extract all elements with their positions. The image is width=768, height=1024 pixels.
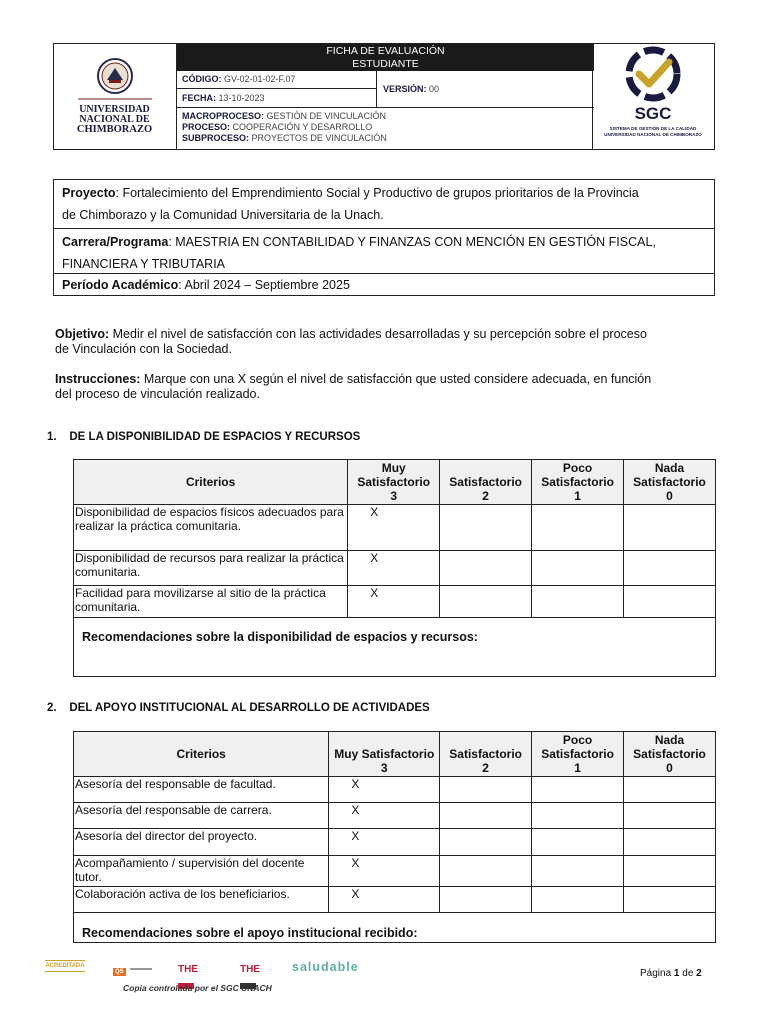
empty-mark-cell[interactable] (624, 856, 716, 887)
table-row (74, 586, 716, 618)
macroproceso-label: MACROPROCESO: (182, 111, 265, 121)
fecha-cell (177, 89, 377, 108)
version-cell (377, 71, 594, 108)
empty-mark-cell[interactable] (532, 856, 624, 887)
objetivo-paragraph (55, 327, 717, 357)
criterio-cell: Disponibilidad de espacios físicos adecuados para realizar la práctica comunitaria. (74, 505, 348, 551)
periodo-value: : Abril 2024 – Septiembre 2025 (178, 278, 350, 292)
instrucciones-paragraph (55, 372, 717, 402)
acreditada-badge (45, 960, 85, 976)
section-2-table (73, 731, 716, 943)
header-poco-satisfactorio: Poco Satisfactorio 1 (532, 460, 624, 505)
university-line-2: NACIONAL DE (79, 114, 150, 125)
proceso-label: PROCESO: (182, 122, 231, 132)
section-2-title (47, 702, 430, 714)
proceso-value: COOPERACIÓN Y DESARROLLO (232, 122, 373, 132)
empty-mark-cell[interactable] (624, 829, 716, 856)
section-1-table (73, 459, 716, 677)
saludable-text: saludable (292, 960, 359, 974)
mark-cell[interactable]: X (329, 887, 440, 913)
table-row (74, 505, 716, 551)
table-row (74, 551, 716, 586)
fecha-label: FECHA: (182, 93, 216, 103)
mark-cell[interactable]: X (348, 586, 440, 618)
the-badge-text-1: THE (178, 964, 198, 975)
recommendations-label: Recomendaciones sobre la disponibilidad de espacios y recursos: (82, 630, 478, 644)
mark-cell[interactable]: X (329, 829, 440, 856)
section-1-number: 1. (47, 431, 57, 443)
subproceso-value: PROYECTOS DE VINCULACIÓN (251, 133, 387, 143)
instrucciones-text-2: del proceso de vinculación realizado. (55, 387, 260, 401)
criterio-cell: Asesoría del responsable de facultad. (74, 777, 329, 803)
proyecto-value-2: de Chimborazo y la Comunidad Universitaria de la Unach. (62, 208, 384, 222)
mark-cell[interactable]: X (329, 777, 440, 803)
empty-mark-cell[interactable] (624, 777, 716, 803)
periodo-label: Período Académico (62, 278, 179, 292)
recommendations-cell[interactable] (74, 618, 716, 677)
criterio-cell: Acompañamiento / supervisión del docente tutor. (74, 856, 329, 887)
pagina-current: 1 (673, 968, 680, 979)
empty-mark-cell[interactable] (440, 856, 532, 887)
empty-mark-cell[interactable] (624, 803, 716, 829)
the-badge-text-2: THE (240, 964, 260, 975)
qs-badge-text: QS (115, 969, 124, 975)
empty-mark-cell[interactable] (440, 887, 532, 913)
table-row (74, 829, 716, 856)
carrera-value: : MAESTRIA EN CONTABILIDAD Y FINANZAS CON MENCIÓN EN GESTIÓN FISCAL, (168, 235, 656, 249)
table-row (74, 856, 716, 887)
sgc-line-2: UNIVERSIDAD NACIONAL DE CHIMBORAZO (604, 132, 702, 137)
criterio-cell: Asesoría del director del proyecto. (74, 829, 329, 856)
university-line-3: CHIMBORAZO (76, 124, 153, 135)
criterio-cell: Disponibilidad de recursos para realizar la práctica comunitaria. (74, 551, 348, 586)
proyecto-row (54, 180, 714, 229)
mark-cell[interactable]: X (348, 505, 440, 551)
carrera-value-2: FINANCIERA Y TRIBUTARIA (62, 257, 226, 271)
table-row (74, 777, 716, 803)
macroproceso-value: GESTIÓN DE VINCULACIÓN (266, 111, 387, 121)
objetivo-text-1: Medir el nivel de satisfacción con las actividades desarrolladas y su percepción sobre el proceso (109, 327, 647, 341)
objetivo-text-2: de Vinculación con la Sociedad. (55, 342, 232, 356)
codigo-cell (177, 71, 377, 89)
empty-mark-cell[interactable] (440, 803, 532, 829)
fecha-value: 13-10-2023 (218, 93, 265, 103)
version-value: 00 (429, 84, 440, 94)
empty-mark-cell[interactable] (532, 586, 624, 618)
empty-mark-cell[interactable] (440, 777, 532, 803)
empty-mark-cell[interactable] (532, 887, 624, 913)
header-criterios: Criterios (74, 732, 329, 777)
section-1-title (47, 431, 360, 443)
empty-mark-cell[interactable] (440, 505, 532, 551)
document-header (53, 43, 715, 150)
header-criterios: Criterios (74, 460, 348, 505)
the-ranking-badge-2 (240, 959, 280, 975)
sgc-line-1: SISTEMA DE GESTIÓN DE LA CALIDAD (609, 126, 697, 131)
form-title-line-1: FICHA DE EVALUACIÓN (326, 45, 445, 57)
header-poco-satisfactorio: Poco Satisfactorio 1 (532, 732, 624, 777)
sgc-logo (592, 44, 714, 149)
acreditada-badge-text: ACREDITADA (45, 960, 85, 972)
project-info-box (53, 179, 715, 296)
table-row (74, 887, 716, 913)
codigo-label: CÓDIGO: (182, 74, 222, 84)
qs-ranking-badge (113, 960, 155, 974)
mark-cell[interactable]: X (348, 551, 440, 586)
criterio-cell: Facilidad para movilizarse al sitio de la práctica comunitaria. (74, 586, 348, 618)
form-title-line-2: ESTUDIANTE (352, 58, 419, 70)
mark-cell[interactable]: X (329, 856, 440, 887)
empty-mark-cell[interactable] (440, 586, 532, 618)
sgc-name: SGC (634, 104, 672, 123)
instrucciones-text-1: Marque con una X según el nivel de satisfacción que usted considere adecuada, en función (140, 372, 652, 386)
empty-mark-cell[interactable] (532, 829, 624, 856)
empty-mark-cell[interactable] (532, 803, 624, 829)
version-label: VERSIÓN: (383, 84, 427, 94)
header-nada-satisfactorio: Nada Satisfactorio 0 (624, 460, 716, 505)
header-satisfactorio: Satisfactorio 2 (440, 732, 532, 777)
university-line-1: UNIVERSIDAD (79, 104, 150, 115)
proyecto-value: : Fortalecimiento del Emprendimiento Social y Productivo de grupos prioritarios de la Provincia (115, 186, 639, 200)
proyecto-label: Proyecto (62, 186, 116, 200)
section-2-number: 2. (47, 702, 57, 714)
empty-mark-cell[interactable] (532, 505, 624, 551)
header-muy-satisfactorio: Muy Satisfactorio 3 (329, 732, 440, 777)
instrucciones-label: Instrucciones: (55, 372, 141, 386)
recommendations-row[interactable] (74, 618, 716, 677)
header-muy-satisfactorio: Muy Satisfactorio 3 (348, 460, 440, 505)
form-title (177, 44, 594, 71)
periodo-row (54, 274, 714, 296)
pagina-total: 2 (696, 968, 702, 979)
criterio-cell: Asesoría del responsable de carrera. (74, 803, 329, 829)
empty-mark-cell[interactable] (440, 829, 532, 856)
the-ranking-badge-1 (178, 959, 218, 975)
table-row (74, 803, 716, 829)
empty-mark-cell[interactable] (624, 505, 716, 551)
header-satisfactorio: Satisfactorio 2 (440, 460, 532, 505)
objetivo-label: Objetivo: (55, 327, 110, 341)
empty-mark-cell[interactable] (624, 586, 716, 618)
saludable-logo (292, 958, 359, 976)
empty-mark-cell[interactable] (440, 551, 532, 586)
process-info (177, 108, 594, 149)
recommendations-row[interactable] (74, 913, 716, 943)
section-1-title-text: DE LA DISPONIBILIDAD DE ESPACIOS Y RECURSOS (69, 431, 361, 443)
recommendations-label: Recomendaciones sobre el apoyo institucional recibido: (82, 926, 418, 940)
header-nada-satisfactorio: Nada Satisfactorio 0 (624, 732, 716, 777)
carrera-label: Carrera/Programa (62, 235, 169, 249)
mark-cell[interactable]: X (329, 803, 440, 829)
empty-mark-cell[interactable] (624, 551, 716, 586)
page-number (640, 968, 702, 979)
empty-mark-cell[interactable] (532, 551, 624, 586)
copia-controlada: Copia controlada por el SGC UNACH (123, 983, 272, 993)
empty-mark-cell[interactable] (532, 777, 624, 803)
empty-mark-cell[interactable] (624, 887, 716, 913)
criterio-cell: Colaboración activa de los beneficiarios. (74, 887, 329, 913)
codigo-value: GV-02-01-02-F.07 (224, 74, 296, 84)
section-2-title-text: DEL APOYO INSTITUCIONAL AL DESARROLLO DE ACTIVIDADES (69, 702, 430, 714)
carrera-row (54, 229, 714, 274)
subproceso-label: SUBPROCESO: (182, 133, 250, 143)
pagina-de: de (682, 968, 694, 979)
pagina-label: Página (640, 968, 672, 979)
recommendations-cell[interactable] (74, 913, 716, 943)
unach-logo (54, 44, 177, 149)
